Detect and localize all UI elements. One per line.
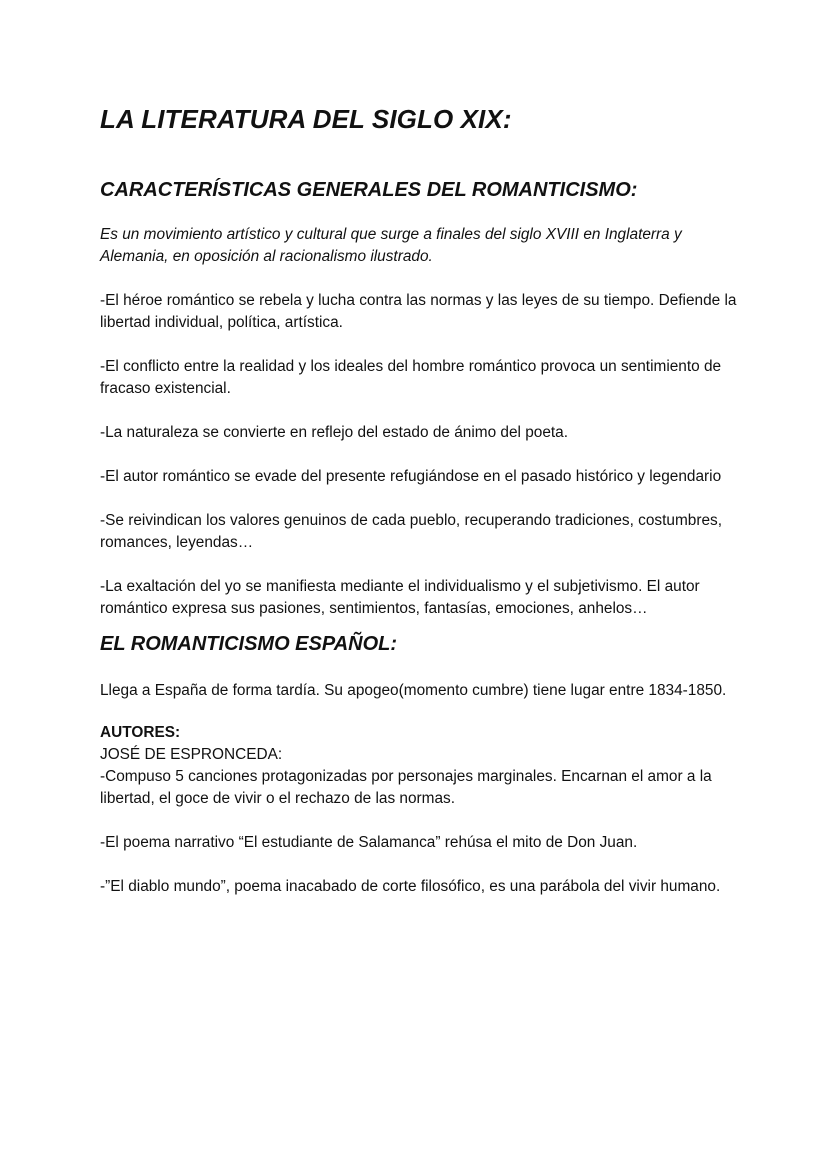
feature-point: -La exaltación del yo se manifiesta mediante el individualismo y el subjetivismo. El autor romántico expresa sus pasiones, sentimientos, fantasías, emociones, anhelos… [100,578,700,617]
feature-point: -El héroe romántico se rebela y lucha contra las normas y las leyes de su tiempo. Defiende la libertad individual, política, artística. [100,292,737,331]
spanish-romanticism-intro: Llega a España de forma tardía. Su apogeo(momento cumbre) tiene lugar entre 1834-1850. [100,682,727,699]
author-point: -El poema narrativo “El estudiante de Salamanca” rehúsa el mito de Don Juan. [100,834,638,851]
author-point: -Compuso 5 canciones protagonizadas por personajes marginales. Encarnan el amor a la libertad, el goce de vivir o el rechazo de las normas. [100,768,712,807]
document-content [100,104,740,898]
feature-point: -La naturaleza se convierte en reflejo del estado de ánimo del poeta. [100,424,569,441]
author-point: -”El diablo mundo”, poema inacabado de corte filosófico, es una parábola del vivir humano. [100,878,721,895]
feature-point: -Se reivindican los valores genuinos de cada pueblo, recuperando tradiciones, costumbres, romances, leyendas… [100,512,722,551]
section-heading-spanish-romanticism: EL ROMANTICISMO ESPAÑOL: [100,633,398,655]
author-name: JOSÉ DE ESPRONCEDA: [100,746,283,763]
romanticism-intro: Es un movimiento artístico y cultural que surge a finales del siglo XVIII en Inglaterra y Alemania, en oposición al racionalismo ilustrado. [100,226,682,265]
authors-label: AUTORES: [100,724,181,741]
feature-point: -El conflicto entre la realidad y los ideales del hombre romántico provoca un sentimiento de fracaso existencial. [100,358,722,397]
document-title: LA LITERATURA DEL SIGLO XIX: [100,104,512,134]
feature-point: -El autor romántico se evade del presente refugiándose en el pasado histórico y legendario [100,468,722,485]
section-heading-romanticism-features: CARACTERÍSTICAS GENERALES DEL ROMANTICISMO: [100,179,638,201]
